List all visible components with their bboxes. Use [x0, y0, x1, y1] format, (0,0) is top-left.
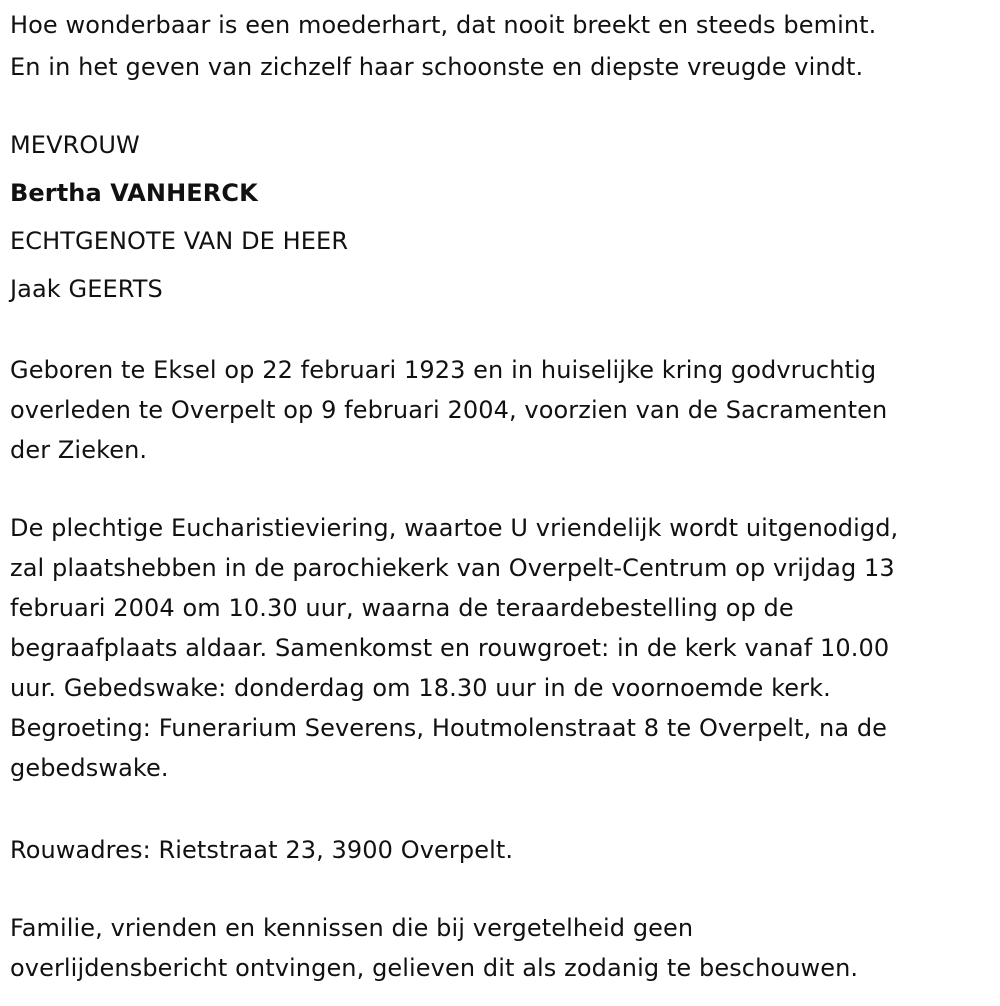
- closing-line: overlijdensbericht ontvingen, gelieven dit als zodanig te beschouwen.: [10, 954, 859, 982]
- ceremony-line: februari 2004 om 10.30 uur, waarna de teraardebestelling op de: [10, 594, 794, 622]
- ceremony-line: gebedswake.: [10, 754, 169, 782]
- deceased-name: Bertha VANHERCK: [10, 179, 258, 207]
- ceremony-line: uur. Gebedswake: donderdag om 18.30 uur in de voornoemde kerk.: [10, 674, 831, 702]
- closing-line: Familie, vrienden en kennissen die bij vergetelheid geen: [10, 914, 694, 942]
- verse-line: En in het geven van zichzelf haar schoonste en diepste vreugde vindt.: [10, 53, 864, 81]
- birth-death-line: Geboren te Eksel op 22 februari 1923 en in huiselijke kring godvruchtig: [10, 356, 877, 384]
- birth-death-line: overleden te Overpelt op 9 februari 2004, voorzien van de Sacramenten: [10, 396, 888, 424]
- ceremony-line: begraafplaats aldaar. Samenkomst en rouwgroet: in de kerk vanaf 10.00: [10, 634, 890, 662]
- verse-line: Hoe wonderbaar is een moederhart, dat nooit breekt en steeds bemint.: [10, 11, 877, 39]
- ceremony-line: Begroeting: Funerarium Severens, Houtmolenstraat 8 te Overpelt, na de: [10, 714, 888, 742]
- mourning-address: Rouwadres: Rietstraat 23, 3900 Overpelt.: [10, 836, 514, 864]
- spouse-name: Jaak GEERTS: [10, 275, 163, 303]
- relation: ECHTGENOTE VAN DE HEER: [10, 227, 349, 255]
- title-prefix: MEVROUW: [10, 131, 140, 159]
- ceremony-line: De plechtige Eucharistieviering, waartoe U vriendelijk wordt uitgenodigd,: [10, 514, 899, 542]
- ceremony-line: zal plaatshebben in de parochiekerk van Overpelt-Centrum op vrijdag 13: [10, 554, 895, 582]
- birth-death-line: der Zieken.: [10, 436, 148, 464]
